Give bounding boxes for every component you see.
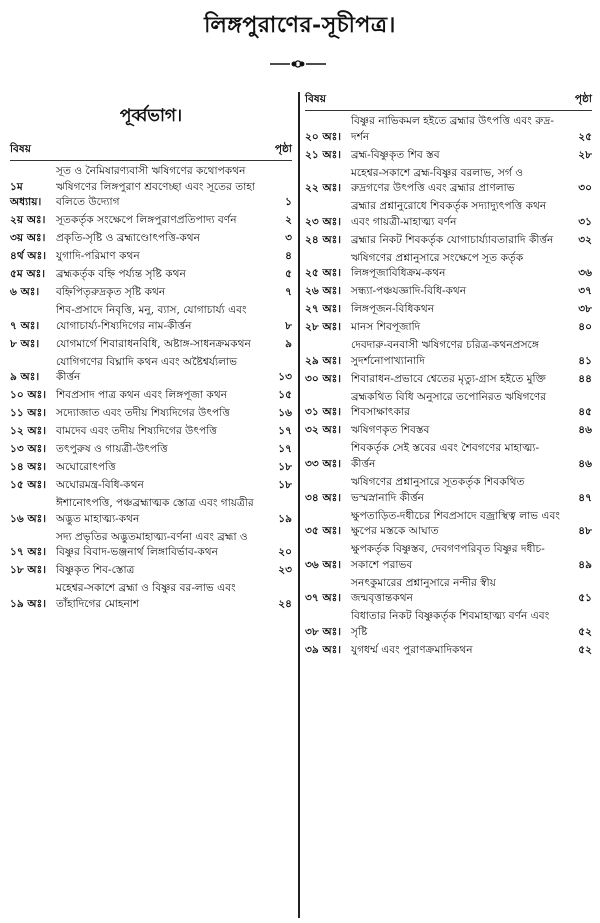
chapter-number: ৩২ অঃ। xyxy=(305,424,342,437)
toc-entry xyxy=(305,542,592,573)
chapter-number: ১৩ অঃ। xyxy=(10,443,47,456)
chapter-subject: মহেশ্বর-সকাশে ব্রহ্মা ও বিষ্ণুর বর-লাভ এবং তাঁহাদিগের মোহনাশ xyxy=(56,582,236,610)
chapter-subject: যুগাদি-পরিমাণ কথন xyxy=(56,250,140,263)
toc-entry xyxy=(10,442,292,458)
chapter-subject: বিধাতার নিকট বিষ্ণুকর্তৃক শিবমাহাত্ম্য বর্ণন এবং সৃষ্টি xyxy=(351,610,550,638)
chapter-subject: ক্ষুপকর্তৃক বিষ্ণুস্তব, দেবগণপরিবৃত বিষ্ণুর দধীচ-সকাশে পরাভব xyxy=(351,543,545,571)
chapter-number: ৩৪ অঃ। xyxy=(305,491,342,504)
chapter-subject: বহ্নিপিতৃরুদ্রকৃত সৃষ্টি কথন xyxy=(56,286,166,299)
page-number: ১৯ xyxy=(278,512,292,525)
section-title: পূর্ব্বভাগ। xyxy=(119,106,183,126)
chapter-subject: তৎপুরুষ ও গায়ত্রী-উৎপত্তি xyxy=(56,443,168,456)
toc-entry xyxy=(305,576,592,607)
page-number: ৫ xyxy=(285,268,292,281)
page-number: ২০ xyxy=(278,546,292,559)
page-number: ২ xyxy=(285,214,292,227)
toc-entry xyxy=(10,424,292,440)
chapter-number: ২১ অঃ। xyxy=(305,148,342,161)
chapter-subject: ব্রহ্মার প্রশ্নানুরোধে শিবকর্তৃক সদ্যাদ্যুৎপত্তি কথন এবং গায়ত্রী-মাহাত্ম্য বর্ণন xyxy=(351,200,547,228)
toc-entry xyxy=(10,388,292,404)
chapter-subject: ঋষিগণের প্রশ্নানুসারে সংক্ষেপে সূত কর্তৃক লিঙ্গপূজাবিধিক্রম-কথন xyxy=(351,251,524,280)
toc-entry xyxy=(305,509,592,540)
toc-entry xyxy=(305,302,592,318)
chapter-number: ২য় অঃ। xyxy=(10,214,46,227)
chapter-subject: সনৎকুমারের প্রশ্নানুসারে নন্দীর স্বীয় জন্মবৃত্তান্তকথন xyxy=(351,576,496,605)
page-number: ৪৬ xyxy=(578,457,592,470)
chapter-subject: সন্ধ্যা-পঞ্চযজ্ঞাদি-বিধি-কথন xyxy=(351,285,467,298)
toc-entry xyxy=(305,233,592,249)
page-number: ৩৬ xyxy=(578,267,592,280)
chapter-number: ৮ অঃ। xyxy=(10,337,40,350)
toc-entry xyxy=(10,581,292,612)
toc-entry xyxy=(305,372,592,388)
toc-entry xyxy=(305,390,592,421)
chapter-subject: বিষ্ণুকৃত শিব-স্তোত্র xyxy=(56,564,135,577)
chapter-subject: লিঙ্গপূজন-বিধিকথন xyxy=(351,303,435,316)
page-number: ২৩ xyxy=(278,564,292,577)
chapter-subject: শিবকর্তৃক সেই স্তবের এবং শৈবগণের মাহাত্ম্য-কীর্ত্তন xyxy=(351,442,540,470)
chapter-number: ১৪ অঃ। xyxy=(10,461,47,474)
page-number: ৪৯ xyxy=(578,558,592,571)
chapter-number: ৩৬ অঃ। xyxy=(305,558,342,571)
chapter-number: ৩৭ অঃ। xyxy=(305,592,342,605)
toc-entry xyxy=(305,199,592,230)
page-number: ১৮ xyxy=(278,461,292,474)
chapter-subject: ব্রহ্মকথিত বিধি অনুসারে তপোনিরত ঋষিগণের শিবসাক্ষাৎকার xyxy=(351,390,547,419)
page-number: ৯ xyxy=(285,337,292,350)
chapter-number: ২৮ অঃ। xyxy=(305,321,342,334)
page-number: ৩১ xyxy=(578,215,592,228)
page-number: ৪৫ xyxy=(578,406,592,419)
chapter-number: ১৮ অঃ। xyxy=(10,564,47,577)
chapter-number: ৬ অঃ। xyxy=(10,286,40,299)
page-number: ৪৭ xyxy=(578,491,592,504)
chapter-number: ২৪ অঃ। xyxy=(305,233,342,246)
chapter-subject: যোগমার্গে শিবারাধনবিধি, অষ্টাঙ্গ-সাধনক্রমকথন xyxy=(56,337,251,350)
right-column xyxy=(305,92,592,661)
chapter-number: ৩১ অঃ। xyxy=(305,406,342,419)
page-number: ২৪ xyxy=(278,597,292,610)
chapter-number: ৩৯ অঃ। xyxy=(305,643,342,656)
chapter-number: ২০ অঃ। xyxy=(305,130,342,143)
chapter-subject: ঈশানোৎপত্তি, পঞ্চব্রহ্মাত্মক স্তোত্র এবং গায়ত্রীর অদ্ভুত মাহাত্ম্য-কথন xyxy=(56,497,254,525)
left-entry-list xyxy=(10,164,292,612)
chapter-subject: বামদেব এবং তদীয় শিষ্যদিগের উৎপত্তি xyxy=(56,425,217,438)
page-number: ৩৭ xyxy=(578,285,592,298)
page-number: ৪০ xyxy=(578,321,592,334)
page-number: ১ xyxy=(285,196,292,209)
toc-entry xyxy=(10,496,292,527)
chapter-subject: দেবদারু-বনবাসী ঋষিগণের চরিত্র-কথনপ্রসঙ্গে সুদর্শনোপাখ্যানাদি xyxy=(351,339,539,367)
page-number: ৪৬ xyxy=(578,424,592,437)
page-number: ৩২ xyxy=(578,233,592,246)
chapter-subject: যুগধর্ম্ম এবং পুরাণক্রমাদিকথন xyxy=(351,643,473,656)
chapter-number: ১৯ অঃ। xyxy=(10,597,47,610)
toc-entry xyxy=(10,267,292,283)
chapter-subject: যোগিগণের বিঘ্নাদি কথন এবং অষ্টৈশ্বর্য্যলাভ কীর্ত্তন xyxy=(56,355,237,384)
chapter-number: ৩৫ অঃ। xyxy=(305,525,342,538)
chapter-number: ১১ অঃ। xyxy=(10,407,47,420)
page-number: ৪১ xyxy=(578,354,592,367)
chapter-subject: ঋষিগণের প্রশ্নানুসারে সূতকর্তৃক শিবকথিত ভস্মস্নানাদি কীর্ত্তন xyxy=(351,475,525,504)
chapter-subject: শিবারাধন-প্রভাবে শ্বেতের মৃত্যু-গ্রাস হইতে মুক্তি xyxy=(351,372,546,385)
right-column-header xyxy=(305,92,592,111)
page-number: ১৫ xyxy=(278,389,292,402)
chapter-subject: ব্রহ্মকর্তৃক বহ্নি পর্য্যন্ত সৃষ্টি কথন xyxy=(56,268,186,281)
chapter-number: ২৯ অঃ। xyxy=(305,354,342,367)
left-column-header xyxy=(10,142,292,161)
toc-entry xyxy=(305,251,592,282)
toc-entry xyxy=(305,643,592,659)
page-title: লিঙ্গপুরাণের-সূচীপত্র। xyxy=(204,12,396,38)
toc-entry xyxy=(10,530,292,561)
page-number: ৩৮ xyxy=(578,303,592,316)
chapter-number: ৩য় অঃ। xyxy=(10,232,46,245)
page-number: ১৮ xyxy=(278,479,292,492)
toc-entry xyxy=(10,478,292,494)
chapter-subject: অঘোরোৎপত্তি xyxy=(56,461,116,474)
page-number: ১৭ xyxy=(278,425,292,438)
chapter-subject: ব্রহ্ম-বিষ্ণুকৃত শিব স্তব xyxy=(351,148,440,161)
page-header: পৃষ্ঠা xyxy=(574,93,592,105)
toc-entry xyxy=(10,337,292,353)
page-number: ২৮ xyxy=(578,148,592,161)
page-header: পৃষ্ঠা xyxy=(274,143,292,155)
chapter-number: ১৬ অঃ। xyxy=(10,512,47,525)
page-number: ২৫ xyxy=(578,130,592,143)
subject-header: বিষয় xyxy=(305,93,327,105)
chapter-number: ২৬ অঃ। xyxy=(305,285,342,298)
chapter-number: ৭ অঃ। xyxy=(10,319,40,332)
page-number: ১৬ xyxy=(278,407,292,420)
toc-entry xyxy=(10,460,292,476)
chapter-number: ৩০ অঃ। xyxy=(305,372,342,385)
chapter-number: ৪র্থ অঃ। xyxy=(10,250,47,263)
page-number: ৩০ xyxy=(578,182,592,195)
chapter-subject: বিষ্ণুর নাভিকমল হইতে ব্রহ্মার উৎপত্তি এবং রুদ্র-দর্শন xyxy=(351,115,554,143)
toc-entry xyxy=(305,320,592,336)
chapter-subject: মহেশ্বর-সকাশে ব্রহ্ম-বিষ্ণুর বরলাভ, সর্গ ও রুদ্রগণের উৎপত্তি এবং ব্রহ্মার প্রাণলাভ xyxy=(351,166,524,195)
toc-entry xyxy=(10,563,292,579)
chapter-subject: ক্ষুপতাড়িত-দধীচের শিবপ্রসাদে বজ্রাস্থিত্ব লাভ এবং ক্ষুপের মস্তকে আঘাত xyxy=(351,509,560,538)
chapter-number: ৫ম অঃ। xyxy=(10,268,46,281)
column-divider xyxy=(298,92,300,918)
chapter-number: ৯ অঃ। xyxy=(10,371,40,384)
chapter-subject: ব্রহ্মার নিকট শিবকর্তৃক যোগাচার্য্যাবতারাদি কীর্ত্তন xyxy=(351,233,554,246)
chapter-number: ১৭ অঃ। xyxy=(10,546,47,559)
chapter-number: ১০ অঃ। xyxy=(10,389,47,402)
toc-entry xyxy=(305,166,592,197)
chapter-subject: সদ্য প্রভৃতির অদ্ভুতমাহাত্ম্য-বর্ণনা এবং ব্রহ্মা ও বিষ্ণুর বিবাদ-ভঞ্জনার্থ লিঙ্গাবির্ভাব-কথন xyxy=(56,530,248,559)
page-number: ১৩ xyxy=(278,371,292,384)
chapter-subject: সূত ও নৈমিষারণ্যবাসী ঋষিগণের কথোপকথন ঋষিগণের লিঙ্গপুরাণ শ্রবণেচ্ছা এবং সূতের তাহা বলিতে উদ্যোগ xyxy=(56,165,255,209)
chapter-subject: ঋষিগণকৃত শিবস্তব xyxy=(351,424,430,437)
left-column xyxy=(10,92,292,615)
page-number: ৫১ xyxy=(578,592,592,605)
chapter-subject: অঘোরমন্ত্র-বিধি-কথন xyxy=(56,479,144,492)
page-number: ৪৮ xyxy=(578,525,592,538)
chapter-subject: মানস শিবপূজাদি xyxy=(351,321,421,334)
chapter-subject: প্রকৃতি-সৃষ্টি ও ব্রহ্মাণ্ডোৎপত্তি-কথন xyxy=(56,232,200,245)
page-number: ৫২ xyxy=(578,625,592,638)
chapter-number: ২৩ অঃ। xyxy=(305,215,342,228)
page-number: ৮ xyxy=(285,319,292,332)
toc-entry xyxy=(10,285,292,301)
chapter-subject: শিবপ্রসাদ পাত্র কথন এবং লিঙ্গপূজা কথন xyxy=(56,389,228,402)
toc-entry xyxy=(305,441,592,472)
toc-entry xyxy=(10,303,292,334)
page-number: ৪ xyxy=(285,250,292,263)
chapter-number: ২৭ অঃ। xyxy=(305,303,342,316)
chapter-subject: সদ্যোজাত এবং তদীয় শিষ্যদিগের উৎপত্তি xyxy=(56,407,230,420)
chapter-subject: শিব-প্রসাদে নিবৃত্তি, মনু, ব্যাস, যোগাচার্য্য এবং যোগাচার্য্য-শিষ্যদিগের নাম-কীর্ত্তন xyxy=(56,304,247,332)
toc-entry xyxy=(10,231,292,247)
toc-entry xyxy=(305,284,592,300)
toc-entry xyxy=(10,249,292,265)
toc-entry xyxy=(305,114,592,145)
chapter-subject: সূতকর্তৃক সংক্ষেপে লিঙ্গপুরাণপ্রতিপাদ্য বর্ণন xyxy=(56,214,237,227)
page-number: ৩ xyxy=(285,232,292,245)
chapter-number: ১২ অঃ। xyxy=(10,425,47,438)
page-number: ৭ xyxy=(285,286,292,299)
toc-entry xyxy=(305,475,592,506)
chapter-number: ১৫ অঃ। xyxy=(10,479,47,492)
toc-entry xyxy=(305,338,592,369)
chapter-number: ২৫ অঃ। xyxy=(305,267,342,280)
chapter-number: ৩৮ অঃ। xyxy=(305,625,342,638)
toc-entry xyxy=(305,423,592,439)
toc-entry xyxy=(10,355,292,386)
toc-entry xyxy=(10,406,292,422)
chapter-number: ৩৩ অঃ। xyxy=(305,457,342,470)
toc-entry xyxy=(305,609,592,640)
toc-entry xyxy=(305,148,592,164)
page-number: ১৭ xyxy=(278,443,292,456)
ornament-divider xyxy=(268,58,328,70)
chapter-number: ১ম অধ্যায়। xyxy=(10,180,42,209)
right-entry-list xyxy=(305,114,592,658)
subject-header: বিষয় xyxy=(10,143,32,155)
page-number: ৫২ xyxy=(578,643,592,656)
toc-entry xyxy=(10,213,292,229)
page-number: ৪৪ xyxy=(578,372,592,385)
toc-entry xyxy=(10,164,292,211)
chapter-number: ২২ অঃ। xyxy=(305,182,342,195)
